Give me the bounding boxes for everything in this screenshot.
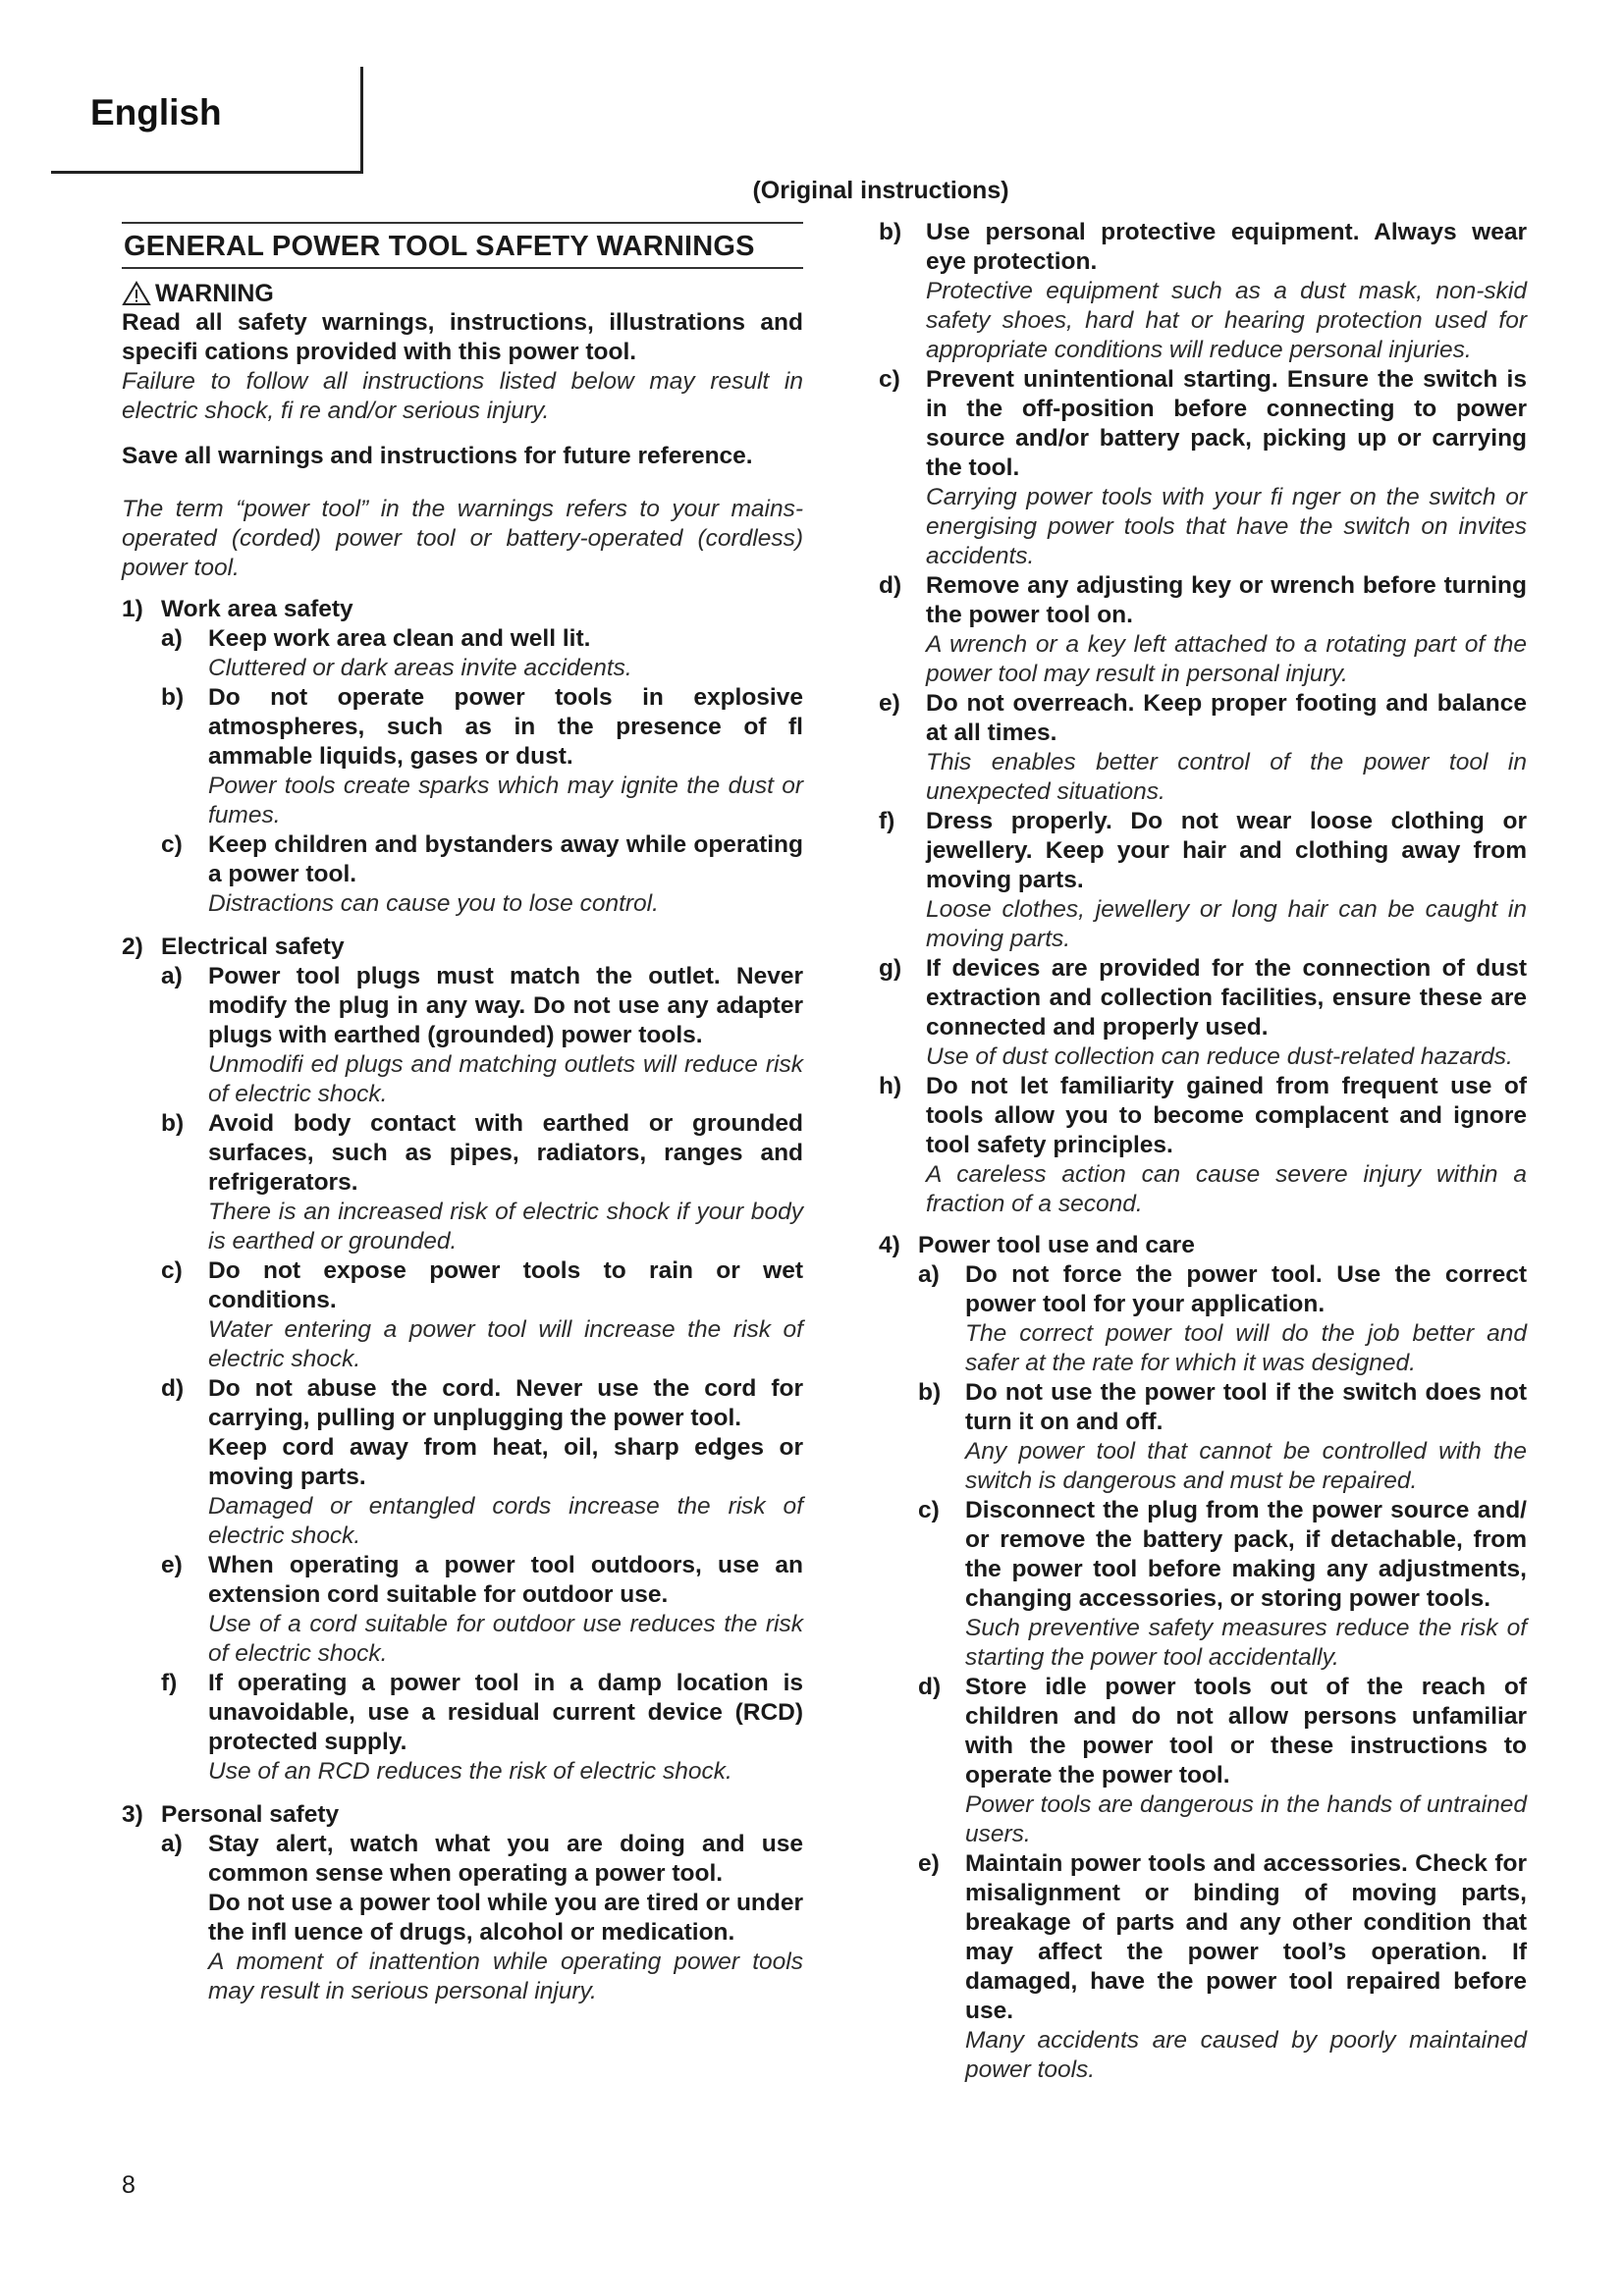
spacer xyxy=(122,471,803,495)
safety-item xyxy=(161,1669,803,1787)
item-explanation: Water entering a power tool will increase the risk of electric shock. xyxy=(208,1316,803,1372)
item-extra-instruction: Keep cord away from heat, oil, sharp edges or moving parts. xyxy=(208,1434,803,1490)
item-instruction: Do not operate power tools in explosive atmospheres, such as in the presence of fl ammable liquids, gases or dust. xyxy=(208,684,803,770)
item-instruction: Avoid body contact with earthed or grounded surfaces, such as pipes, radiators, ranges and refrigerators. xyxy=(208,1110,803,1196)
item-letter: c) xyxy=(918,1497,940,1523)
safety-item-row xyxy=(879,571,1527,630)
item-letter: g) xyxy=(879,955,902,982)
item-explanation: Cluttered or dark areas invite accidents. xyxy=(208,655,632,681)
item-letter: a) xyxy=(161,625,183,652)
section-heading xyxy=(122,595,803,624)
item-explanation: A moment of inattention while operating power tools may result in serious personal injury. xyxy=(208,1949,803,2004)
safety-section xyxy=(122,933,803,1787)
item-letter: f) xyxy=(879,808,895,834)
item-letter: e) xyxy=(161,1552,183,1578)
personal-safety-continued xyxy=(879,218,1527,1219)
item-letter: b) xyxy=(161,684,185,711)
safety-item xyxy=(879,689,1527,807)
safety-item xyxy=(161,683,803,830)
safety-item xyxy=(161,1551,803,1669)
item-letter: d) xyxy=(918,1674,942,1700)
section-items xyxy=(879,1260,1527,2085)
safety-item-row xyxy=(161,683,803,772)
section-number: 2) xyxy=(122,934,143,960)
safety-item xyxy=(161,1830,803,2006)
item-explanation: Use of a cord suitable for outdoor use reduces the risk of electric shock. xyxy=(208,1611,803,1667)
safety-item-row xyxy=(161,1830,803,1889)
item-explanation: The correct power tool will do the job better and safer at the rate for which it was designed. xyxy=(965,1320,1527,1376)
safety-item-row xyxy=(161,624,803,654)
item-letter: c) xyxy=(161,831,183,858)
intro-italic: Failure to follow all instructions listed below may result in electric shock, fi re and/or serious injury. xyxy=(122,368,803,424)
safety-item-row xyxy=(918,1378,1527,1437)
item-explanation: There is an increased risk of electric shock if your body is earthed or grounded. xyxy=(208,1199,803,1255)
safety-item-row xyxy=(161,1669,803,1757)
item-letter: a) xyxy=(161,963,183,989)
safety-item-row xyxy=(918,1673,1527,1790)
item-instruction: Do not use the power tool if the switch does not turn it on and off. xyxy=(965,1379,1527,1435)
safety-item-row xyxy=(918,1260,1527,1319)
item-explanation: Use of dust collection can reduce dust-related hazards. xyxy=(926,1043,1513,1070)
spacer xyxy=(122,583,803,595)
item-letter: b) xyxy=(879,219,902,245)
safety-item xyxy=(161,1374,803,1551)
item-explanation: Such preventive safety measures reduce the risk of starting the power tool accidentally. xyxy=(965,1615,1527,1671)
section-number: 4) xyxy=(879,1232,900,1258)
safety-section xyxy=(122,595,803,919)
item-instruction: Store idle power tools out of the reach of children and do not allow persons unfamiliar with the power tool or these instructions to operate the power tool. xyxy=(965,1674,1527,1789)
item-instruction: Power tool plugs must match the outlet. Never modify the plug in any way. Do not use any adapter plugs with earthed (grounded) power tools. xyxy=(208,963,803,1048)
item-instruction: Do not force the power tool. Use the correct power tool for your application. xyxy=(965,1261,1527,1317)
right-column xyxy=(879,218,1527,2099)
section-items xyxy=(122,624,803,919)
safety-item xyxy=(879,1072,1527,1219)
section-title: Power tool use and care xyxy=(918,1232,1195,1258)
safety-item-row xyxy=(161,1109,803,1198)
safety-item-row xyxy=(879,807,1527,895)
warning-label: WARNING xyxy=(155,280,274,307)
section-number: 1) xyxy=(122,596,143,622)
safety-item-row xyxy=(879,1072,1527,1160)
item-explanation: Carrying power tools with your fi nger on the switch or energising power tools that have the switch on invites accidents. xyxy=(926,484,1527,569)
item-explanation: A wrench or a key left attached to a rotating part of the power tool may result in personal injury. xyxy=(926,631,1527,687)
item-instruction: Do not abuse the cord. Never use the cord for carrying, pulling or unplugging the power tool. xyxy=(208,1375,803,1431)
safety-item xyxy=(161,830,803,919)
item-instruction: Prevent unintentional starting. Ensure the switch is in the off-position before connecting to power source and/or battery pack, picking up or carrying the tool. xyxy=(926,366,1527,481)
safety-item-row xyxy=(918,1496,1527,1614)
section-heading xyxy=(122,1800,803,1830)
item-instruction: Keep work area clean and well lit. xyxy=(208,625,591,652)
safety-item xyxy=(879,954,1527,1072)
item-letter: b) xyxy=(918,1379,942,1406)
item-instruction: Stay alert, watch what you are doing and use common sense when operating a power tool. xyxy=(208,1831,803,1887)
safety-item xyxy=(879,571,1527,689)
item-instruction: Do not overreach. Keep proper footing and balance at all times. xyxy=(926,690,1527,746)
safety-section xyxy=(122,1800,803,2006)
item-letter: a) xyxy=(161,1831,183,1857)
safety-item xyxy=(918,1849,1527,2085)
section-items xyxy=(122,1830,803,2006)
section-number: 3) xyxy=(122,1801,143,1828)
item-explanation: Loose clothes, jewellery or long hair can be caught in moving parts. xyxy=(926,896,1527,952)
safety-item xyxy=(918,1260,1527,1378)
safety-item-row xyxy=(879,218,1527,277)
item-letter: c) xyxy=(161,1257,183,1284)
section-items xyxy=(122,962,803,1787)
item-instruction: Keep children and bystanders away while operating a power tool. xyxy=(208,831,803,887)
item-letter: e) xyxy=(918,1850,940,1877)
spacer xyxy=(122,426,803,442)
left-column xyxy=(122,218,803,2020)
safety-item xyxy=(161,1109,803,1256)
item-explanation: A careless action can cause severe injury within a fraction of a second. xyxy=(926,1161,1527,1217)
safety-item-row xyxy=(161,1374,803,1433)
section-heading xyxy=(122,933,803,962)
safety-item-row xyxy=(161,962,803,1050)
warning-heading xyxy=(122,279,803,308)
item-letter: f) xyxy=(161,1670,178,1696)
item-instruction: Remove any adjusting key or wrench before turning the power tool on. xyxy=(926,572,1527,628)
item-explanation: Many accidents are caused by poorly maintained power tools. xyxy=(965,2027,1527,2083)
item-instruction: Dress properly. Do not wear loose clothing or jewellery. Keep your hair and clothing away from moving parts. xyxy=(926,808,1527,893)
item-letter: b) xyxy=(161,1110,185,1137)
item-instruction: If devices are provided for the connection of dust extraction and collection facilities, ensure these are connected and properly used. xyxy=(926,955,1527,1041)
safety-item xyxy=(161,624,803,683)
item-letter: h) xyxy=(879,1073,902,1099)
safety-item-row xyxy=(879,365,1527,483)
section-title: Work area safety xyxy=(161,596,353,622)
page-title: GENERAL POWER TOOL SAFETY WARNINGS xyxy=(122,222,803,269)
intro-bold: Read all safety warnings, instructions, illustrations and specifi cations provided with this power tool. xyxy=(122,309,803,365)
item-instruction: Use personal protective equipment. Always wear eye protection. xyxy=(926,219,1527,275)
item-letter: c) xyxy=(879,366,900,393)
item-explanation: Power tools create sparks which may ignite the dust or fumes. xyxy=(208,773,803,828)
language-label: English xyxy=(90,92,222,133)
safety-item-row xyxy=(879,954,1527,1042)
safety-item xyxy=(918,1378,1527,1496)
safety-section xyxy=(879,1231,1527,2085)
item-explanation: Power tools are dangerous in the hands of untrained users. xyxy=(965,1791,1527,1847)
item-explanation: Use of an RCD reduces the risk of electric shock. xyxy=(208,1758,732,1785)
section-title: Electrical safety xyxy=(161,934,345,960)
save-instructions: Save all warnings and instructions for future reference. xyxy=(122,443,753,469)
section-heading xyxy=(879,1231,1527,1260)
item-letter: d) xyxy=(879,572,902,599)
item-explanation: This enables better control of the power tool in unexpected situations. xyxy=(926,749,1527,805)
item-explanation: Unmodifi ed plugs and matching outlets will reduce risk of electric shock. xyxy=(208,1051,803,1107)
warning-triangle-icon xyxy=(122,281,151,306)
item-instruction: Maintain power tools and accessories. Check for misalignment or binding of moving parts, breakage of parts and any other condition that may affect the power tool’s operation. If damaged, have the power tool repaired before use. xyxy=(965,1850,1527,2024)
original-instructions-label: (Original instructions) xyxy=(752,177,1009,204)
safety-item-row xyxy=(918,1849,1527,2026)
safety-item xyxy=(161,962,803,1109)
section-power-tool-use xyxy=(879,1231,1527,2085)
item-instruction: If operating a power tool in a damp location is unavoidable, use a residual current device (RCD) protected supply. xyxy=(208,1670,803,1755)
item-instruction: Do not expose power tools to rain or wet conditions. xyxy=(208,1257,803,1313)
section-title: Personal safety xyxy=(161,1801,340,1828)
safety-item-row xyxy=(161,1551,803,1610)
left-sections xyxy=(122,595,803,2006)
item-instruction: Disconnect the plug from the power source and/ or remove the battery pack, if detachable, from the power tool before making any adjustments, changing accessories, or storing power tools. xyxy=(965,1497,1527,1612)
term-definition: The term “power tool” in the warnings refers to your mains-operated (corded) power tool or battery-operated (cordless) power tool. xyxy=(122,496,803,581)
safety-item xyxy=(918,1673,1527,1849)
item-explanation: Damaged or entangled cords increase the risk of electric shock. xyxy=(208,1493,803,1549)
item-explanation: Distractions can cause you to lose control. xyxy=(208,890,659,917)
safety-item xyxy=(879,218,1527,365)
item-letter: d) xyxy=(161,1375,185,1402)
item-letter: e) xyxy=(879,690,900,717)
item-explanation: Any power tool that cannot be controlled with the switch is dangerous and must be repaired. xyxy=(965,1438,1527,1494)
safety-item xyxy=(879,365,1527,571)
safety-item-row xyxy=(161,830,803,889)
spacer xyxy=(879,1219,1527,1231)
item-extra-instruction: Do not use a power tool while you are tired or under the infl uence of drugs, alcohol or medication. xyxy=(208,1890,803,1946)
safety-item xyxy=(161,1256,803,1374)
item-instruction: Do not let familiarity gained from frequent use of tools allow you to become complacent and ignore tool safety principles. xyxy=(926,1073,1527,1158)
item-instruction: When operating a power tool outdoors, use an extension cord suitable for outdoor use. xyxy=(208,1552,803,1608)
safety-item-row xyxy=(879,689,1527,748)
item-letter: a) xyxy=(918,1261,940,1288)
page-number: 8 xyxy=(122,2171,135,2199)
safety-item xyxy=(918,1496,1527,1673)
item-explanation: Protective equipment such as a dust mask, non-skid safety shoes, hard hat or hearing protection used for appropriate conditions will reduce personal injuries. xyxy=(926,278,1527,363)
safety-item-row xyxy=(161,1256,803,1315)
safety-item xyxy=(879,807,1527,954)
